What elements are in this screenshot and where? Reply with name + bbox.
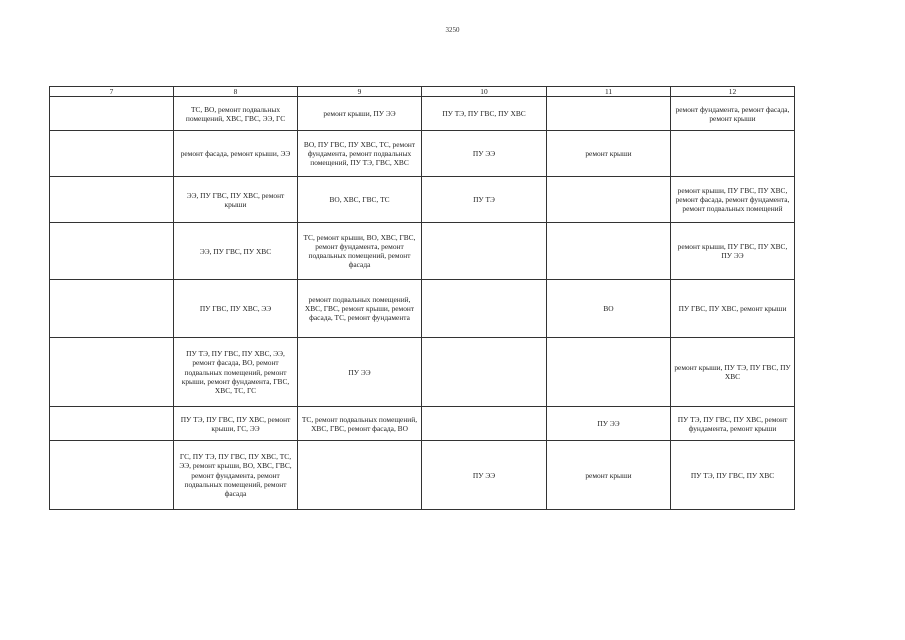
table-cell: ЭЭ, ПУ ГВС, ПУ ХВС, ремонт крыши: [174, 177, 298, 223]
table-cell: ПУ ЭЭ: [298, 338, 422, 407]
table-cell: ремонт крыши, ПУ ГВС, ПУ ХВС, ремонт фасада, ремонт фундамента, ремонт подвальных помещений: [671, 177, 795, 223]
table-cell: [50, 407, 174, 441]
table-cell: ПУ ТЭ: [422, 177, 547, 223]
table-cell: [50, 177, 174, 223]
table-cell: ВО: [547, 280, 671, 338]
table-cell: ТС, ВО, ремонт подвальных помещений, ХВС, ГВС, ЭЭ, ГС: [174, 97, 298, 131]
column-header-10: 10: [422, 87, 547, 97]
table-cell: ПУ ТЭ, ПУ ГВС, ПУ ХВС, ремонт фундамента, ремонт крыши: [671, 407, 795, 441]
table-cell: [422, 338, 547, 407]
table-cell: [422, 407, 547, 441]
column-header-8: 8: [174, 87, 298, 97]
work-schedule-table: [49, 86, 795, 510]
table-cell: ПУ ТЭ, ПУ ГВС, ПУ ХВС: [671, 441, 795, 510]
table-cell: ВО, ХВС, ГВС, ТС: [298, 177, 422, 223]
table-row: [50, 97, 795, 131]
table-cell: ПУ ЭЭ: [422, 131, 547, 177]
table-cell: [422, 223, 547, 280]
table-cell: ПУ ГВС, ПУ ХВС, ремонт крыши: [671, 280, 795, 338]
table-cell: ремонт крыши, ПУ ГВС, ПУ ХВС, ПУ ЭЭ: [671, 223, 795, 280]
table-cell: ремонт фундамента, ремонт фасада, ремонт крыши: [671, 97, 795, 131]
table-cell: ТС, ремонт крыши, ВО, ХВС, ГВС, ремонт фундамента, ремонт подвальных помещений, ремонт фасада: [298, 223, 422, 280]
table-cell: ПУ ТЭ, ПУ ГВС, ПУ ХВС: [422, 97, 547, 131]
table-cell: ВО, ПУ ГВС, ПУ ХВС, ТС, ремонт фундамента, ремонт подвальных помещений, ПУ ТЭ, ГВС, ХВС: [298, 131, 422, 177]
table-row: [50, 407, 795, 441]
table-cell: ремонт фасада, ремонт крыши, ЭЭ: [174, 131, 298, 177]
table-cell: ремонт крыши, ПУ ЭЭ: [298, 97, 422, 131]
table-cell: ремонт подвальных помещений, ХВС, ГВС, ремонт крыши, ремонт фасада, ТС, ремонт фундамента: [298, 280, 422, 338]
table-cell: [50, 97, 174, 131]
table-cell: ремонт крыши, ПУ ТЭ, ПУ ГВС, ПУ ХВС: [671, 338, 795, 407]
table-cell: ремонт крыши: [547, 441, 671, 510]
column-header-7: 7: [50, 87, 174, 97]
table-cell: [547, 177, 671, 223]
table-row: [50, 177, 795, 223]
table-cell: ПУ ЭЭ: [422, 441, 547, 510]
table-cell: [50, 441, 174, 510]
table-cell: ремонт крыши: [547, 131, 671, 177]
column-header-11: 11: [547, 87, 671, 97]
table-row: [50, 223, 795, 280]
table-cell: [50, 280, 174, 338]
table-cell: ПУ ТЭ, ПУ ГВС, ПУ ХВС, ремонт крыши, ГС, ЭЭ: [174, 407, 298, 441]
column-header-9: 9: [298, 87, 422, 97]
table-cell: ПУ ГВС, ПУ ХВС, ЭЭ: [174, 280, 298, 338]
table-row: [50, 131, 795, 177]
table-cell: ТС, ремонт подвальных помещений, ХВС, ГВС, ремонт фасада, ВО: [298, 407, 422, 441]
table-cell: ПУ ЭЭ: [547, 407, 671, 441]
table-cell: [50, 131, 174, 177]
table-cell: [547, 223, 671, 280]
table-cell: [547, 338, 671, 407]
column-header-12: 12: [671, 87, 795, 97]
table-row: [50, 338, 795, 407]
table-cell: [547, 97, 671, 131]
table-cell: [298, 441, 422, 510]
table-cell: ГС, ПУ ТЭ, ПУ ГВС, ПУ ХВС, ТС, ЭЭ, ремонт крыши, ВО, ХВС, ГВС, ремонт фундамента, ремонт подвальных помещений, ремонт фасада: [174, 441, 298, 510]
table-cell: [671, 131, 795, 177]
header-row: [50, 87, 795, 97]
table-cell: [50, 338, 174, 407]
table-cell: [422, 280, 547, 338]
table-row: [50, 441, 795, 510]
table-cell: ПУ ТЭ, ПУ ГВС, ПУ ХВС, ЭЭ, ремонт фасада, ВО, ремонт подвальных помещений, ремонт крыши, ремонт фундамента, ГВС, ХВС, ТС, ГС: [174, 338, 298, 407]
page-number: 3250: [445, 26, 460, 34]
table-cell: ЭЭ, ПУ ГВС, ПУ ХВС: [174, 223, 298, 280]
table-cell: [50, 223, 174, 280]
table-row: [50, 280, 795, 338]
